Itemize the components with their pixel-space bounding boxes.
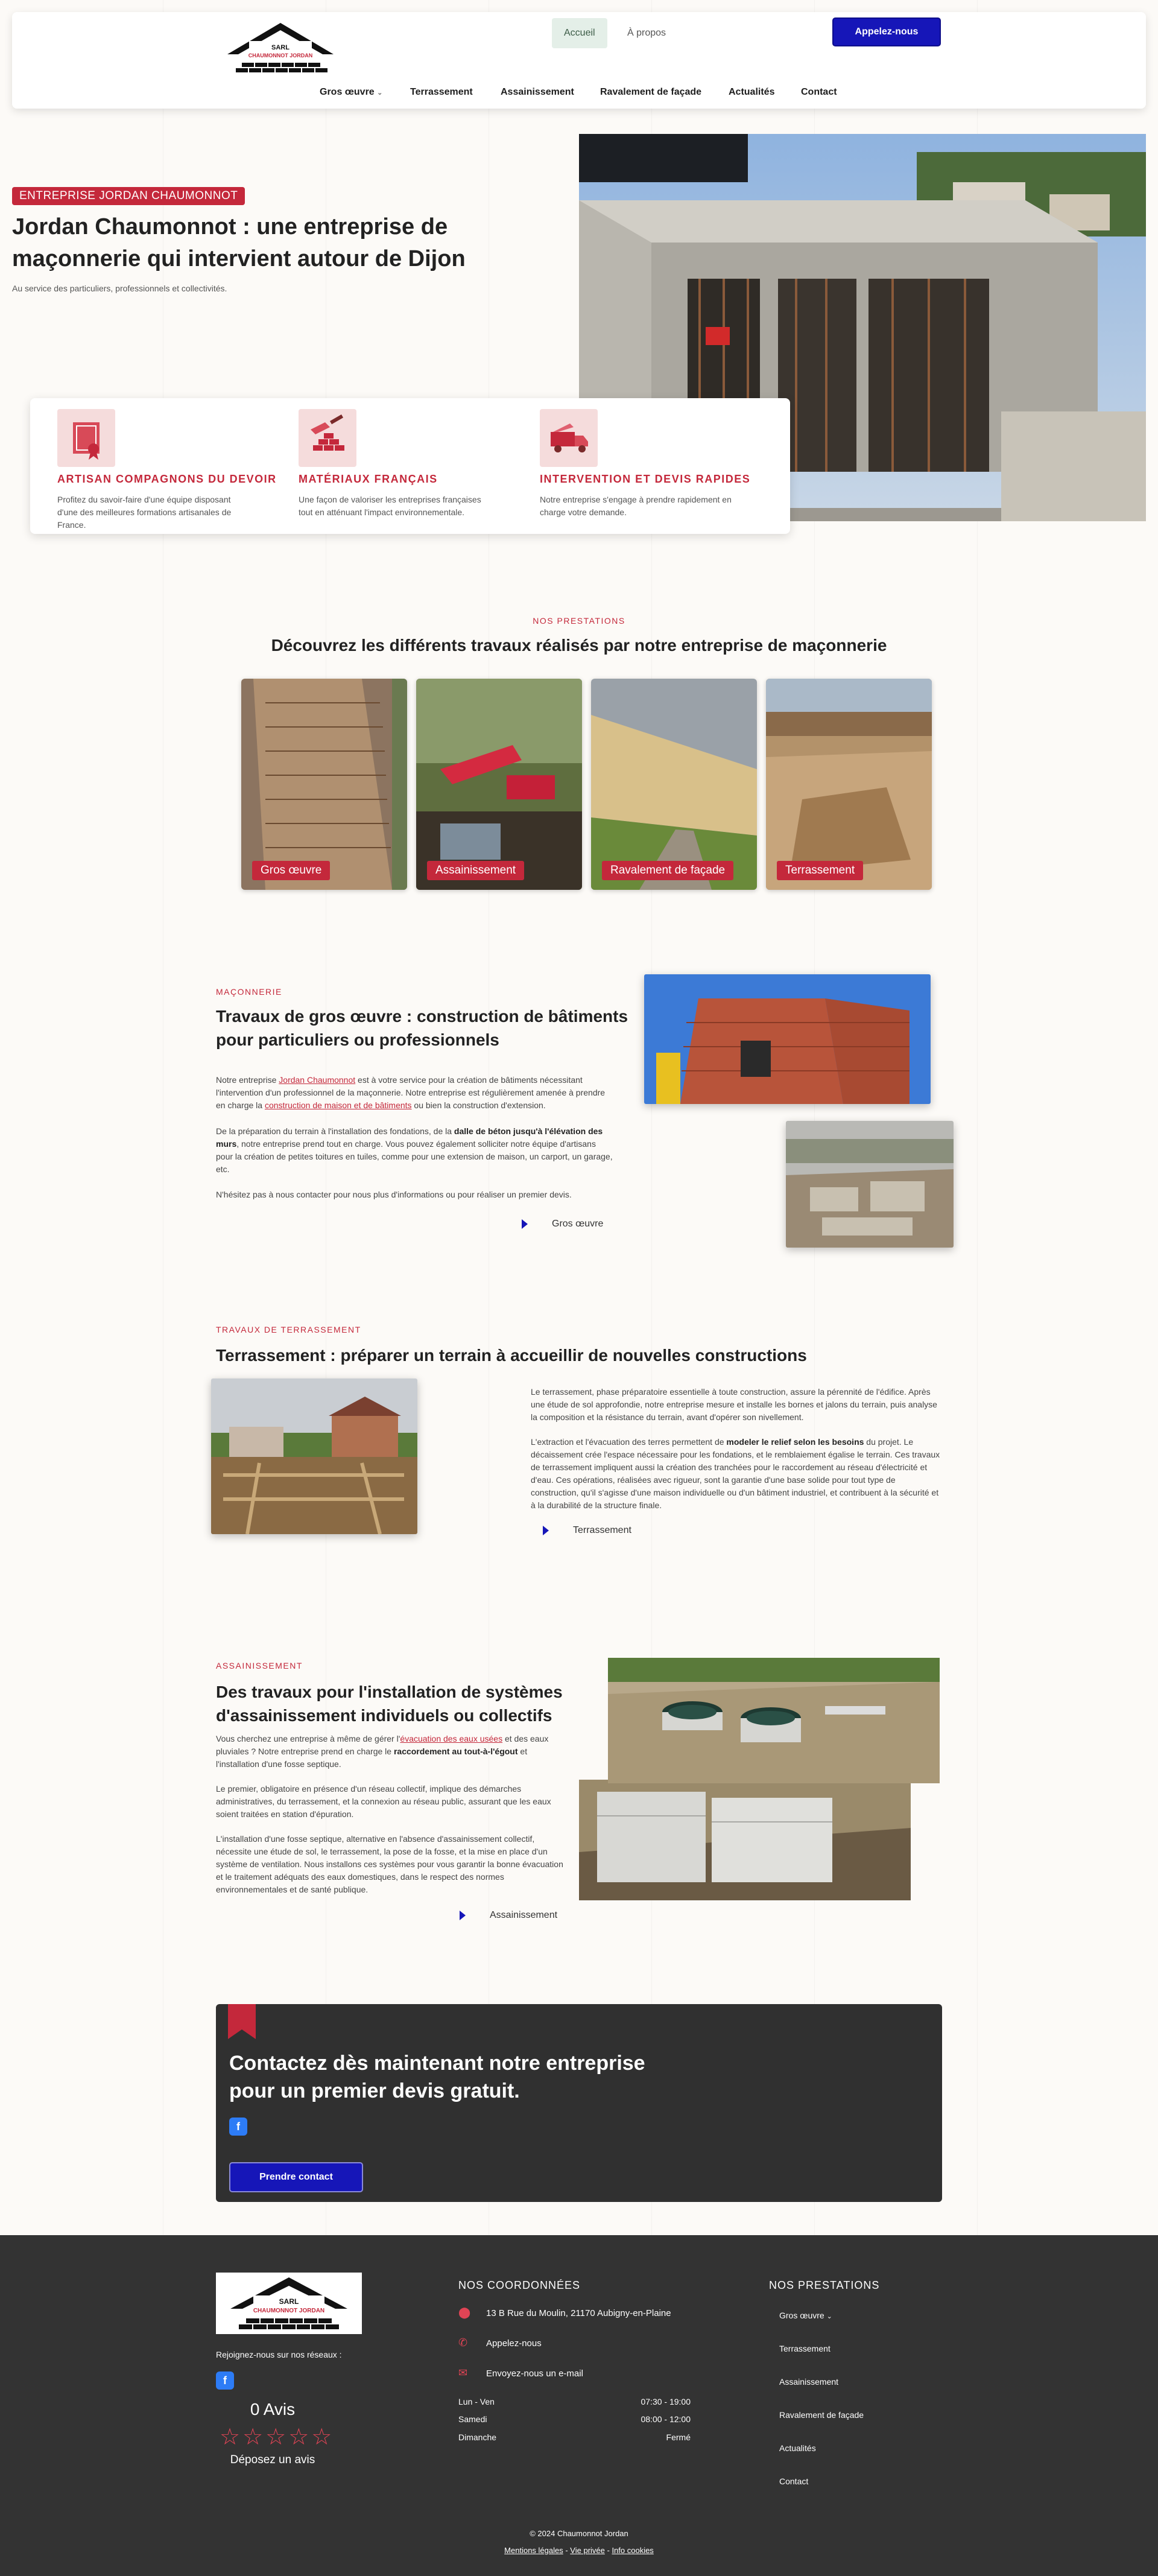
footer-email[interactable]: ✉ Envoyez-nous un e-mail [458,2367,583,2379]
nav-home[interactable]: Accueil [552,18,607,48]
feature-title: ARTISAN COMPAGNONS DU DEVOIR [57,473,277,485]
facebook-icon[interactable]: f [229,2118,247,2136]
svg-text:CHAUMONNOT JORDAN: CHAUMONNOT JORDAN [248,52,313,59]
footer-link-ravalement[interactable]: Ravalement de façade [779,2410,864,2420]
menu-terrassement[interactable]: Terrassement [410,87,473,97]
hero-badge: ENTREPRISE JORDAN CHAUMONNOT [12,187,245,205]
gros-oeuvre-photo-2 [786,1121,954,1248]
hero-title: Jordan Chaumonnot : une entreprise de maçonnerie qui intervient autour de Dijon [12,214,466,271]
terrassement-link[interactable]: Terrassement [543,1525,631,1536]
feature-text: Notre entreprise s'engage à prendre rapidement en charge votre demande. [540,495,732,517]
facebook-icon[interactable]: f [216,2371,234,2390]
hours-day: Dimanche [458,2432,497,2442]
hours-time: 08:00 - 12:00 [641,2414,691,2424]
rating-stars-icon[interactable]: ☆☆☆☆☆ [220,2425,335,2450]
privacy-link[interactable]: Vie privée [570,2546,605,2555]
terrassement-photo [211,1378,417,1534]
contact-cta-banner [216,2004,942,2202]
gros-oeuvre-kicker: MAÇONNERIE [216,987,282,997]
phone-icon: ✆ [458,2336,468,2349]
gros-oeuvre-title: Travaux de gros œuvre : construction de bâtiments pour particuliers ou professionnels [216,1007,628,1049]
assainissement-paragraph-1: Vous cherchez une entreprise à même de gérer l'évacuation des eaux usées et des eaux pluviales ? Notre entreprise prend en charge le raccordement au tout-à-l'égout et l'installation d'une fosse septique. [216,1734,549,1769]
footer-logo[interactable] [216,2273,362,2334]
footer-address: ⬤ 13 B Rue du Moulin, 21170 Aubigny-en-Plaine [458,2306,671,2318]
footer-link-terrassement[interactable]: Terrassement [779,2344,831,2353]
features-box [30,398,790,534]
footer-legal-links: Mentions légales - Vie privée - Info cookies [504,2546,654,2555]
feature-title: INTERVENTION ET DEVIS RAPIDES [540,473,751,485]
gros-oeuvre-paragraph-3: N'hésitez pas à nous contacter pour nous plus d'informations ou pour réaliser un premier devis. [216,1190,572,1199]
certificate-icon [57,409,115,467]
call-us-button[interactable]: Appelez-nous [832,17,941,46]
footer-link-assainissement[interactable]: Assainissement [779,2377,839,2387]
footer-link-gros-oeuvre[interactable]: Gros œuvre ⌄ [779,2311,832,2320]
play-arrow-icon [543,1526,549,1535]
service-card-assainissement[interactable] [416,679,582,890]
svg-text:SARL: SARL [279,2297,299,2306]
reviews-count: 0 Avis [250,2400,296,2419]
assainissement-photo-2 [579,1780,911,1900]
assainissement-paragraph-3: L'installation d'une fosse septique, alternative en l'absence d'assainissement collectif, nécessite une étude de sol, le terrassement, la pose de la fosse, et la mise en place d'un système de ventilation. Nous installons ces systèmes pour vous garantir la bonne évacuation et le traitement adéquats des eaux domestiques, dans le respect des normes environnementales et de santé publique. [216,1834,563,1894]
link-evacuation-eaux[interactable]: évacuation des eaux usées [400,1734,503,1743]
menu-actualites[interactable]: Actualités [729,87,775,97]
cta-title: Contactez dès maintenant notre entreprise pour un premier devis gratuit. [229,2052,645,2102]
footer-social-label: Rejoignez-nous sur nos réseaux : [216,2350,342,2359]
menu-ravalement[interactable]: Ravalement de façade [600,87,702,97]
terrassement-kicker: TRAVAUX DE TERRASSEMENT [216,1325,361,1334]
company-logo[interactable] [220,19,341,78]
menu-gros-oeuvre[interactable]: Gros œuvre ⌄ [320,87,383,97]
assainissement-link[interactable]: Assainissement [460,1910,557,1921]
service-card-terrassement[interactable] [766,679,932,890]
footer-link-contact[interactable]: Contact [779,2476,809,2486]
nav-about[interactable]: À propos [627,28,666,38]
card-label: Ravalement de façade [602,861,733,880]
assainissement-title: Des travaux pour l'installation de systèmes d'assainissement individuels ou collectifs [216,1683,563,1725]
link-jordan-chaumonnot[interactable]: Jordan Chaumonnot [279,1075,356,1085]
hours-time: Fermé [666,2432,691,2442]
service-card-ravalement[interactable] [591,679,757,890]
footer-copyright: © 2024 Chaumonnot Jordan [530,2529,628,2538]
play-arrow-icon [460,1911,466,1920]
hero-subtitle: Au service des particuliers, professionnels et collectivités. [12,284,227,293]
hours-day: Lun - Ven [458,2397,495,2406]
services-title: Découvrez les différents travaux réalisés par notre entreprise de maçonnerie [271,636,887,655]
assainissement-paragraph-2: Le premier, obligatoire en présence d'un réseau collectif, implique des démarches administratives, du terrassement, et la connexion au réseau public, assurant que les eaux soient traitées en station d'épuration. [216,1784,551,1819]
card-label: Gros œuvre [252,861,330,880]
footer-coords-title: NOS COORDONNÉES [458,2279,581,2291]
menu-assainissement[interactable]: Assainissement [501,87,574,97]
review-cta[interactable]: Déposez un avis [230,2454,315,2466]
contact-button[interactable]: Prendre contact [229,2162,363,2192]
feature-text: Une façon de valoriser les entreprises françaises tout en atténuant l'impact environnementale. [299,495,481,517]
map-marker-icon: ⬤ [458,2306,471,2318]
footer-phone[interactable]: ✆ Appelez-nous [458,2336,542,2349]
terrassement-title: Terrassement : préparer un terrain à accueillir de nouvelles constructions [216,1346,807,1365]
chevron-down-icon: ⌄ [826,2313,832,2320]
feature-title: MATÉRIAUX FRANÇAIS [299,473,438,485]
cookies-link[interactable]: Info cookies [612,2546,654,2555]
legal-mentions-link[interactable]: Mentions légales [504,2546,563,2555]
bookmark-ribbon-icon [228,2004,256,2039]
terrassement-paragraph-1: Le terrassement, phase préparatoire essentielle à toute construction, assure la pérennité de l'édifice. Après une étude de sol approfondie, notre entreprise mesure et installe les bornes et jalons du terrain, puis analyse la composition et la résistance du terrain, avant d'opérer son nivellement. [531,1387,937,1422]
feature-text: Profitez du savoir-faire d'une équipe disposant d'une des meilleures formations artisanales de France. [57,495,232,530]
gros-oeuvre-link[interactable]: Gros œuvre [522,1219,603,1229]
terrassement-paragraph-2: L'extraction et l'évacuation des terres permettent de modeler le relief selon les besoins du projet. Le décaissement crée l'espace nécessaire pour les fondations, et le remblaiement égalise le terrain. Ces travaux de terrassement impliquent aussi la création des tranchées pour le raccordement au réseau d'électricité et d'eau. Ces opérations, réalisées avec rigueur, sont la garantie d'une base solide pour tout type de construction, qu'il s'agisse d'une maison individuelle ou d'un bâtiment industriel, et contribuent à la sécurité et à la durabilité de la structure finale. [531,1437,940,1510]
link-construction-maison[interactable]: construction de maison et de bâtiments [264,1100,412,1110]
assainissement-kicker: ASSAINISSEMENT [216,1661,303,1670]
footer-link-actualites[interactable]: Actualités [779,2443,816,2453]
menu-contact[interactable]: Contact [801,87,837,97]
svg-text:SARL: SARL [271,44,290,51]
service-card-gros-oeuvre[interactable] [241,679,407,890]
truck-icon [540,409,598,467]
trowel-bricks-icon [299,409,356,467]
gros-oeuvre-photo-1 [644,974,931,1104]
site-footer [0,2235,1158,2576]
hours-day: Samedi [458,2414,487,2424]
assainissement-photo-1 [608,1658,940,1783]
gros-oeuvre-paragraph-2: De la préparation du terrain à l'installation des fondations, de la dalle de béton jusqu'à l'élévation des murs, notre entreprise prend tout en charge. Vous pouvez également solliciter notre équipe d'artisans pour la création de petites toitures en tuiles, comme pour une extension de maison, un carport, un garage, etc. [216,1126,613,1174]
services-kicker: NOS PRESTATIONS [533,616,625,626]
svg-text:CHAUMONNOT JORDAN: CHAUMONNOT JORDAN [253,2308,325,2314]
gros-oeuvre-paragraph-1: Notre entreprise Jordan Chaumonnot est à votre service pour la création de bâtiments nécessitant l'intervention d'un professionnel de la maçonnerie. Notre entreprise est régulièrement amenée à prendre en charge la construction de maison et de bâtiments ou bien la construction d'extension. [216,1075,606,1110]
site-header [12,12,1146,109]
hero-badge-wrap [12,187,245,205]
chevron-down-icon: ⌄ [377,89,383,97]
play-arrow-icon [522,1219,528,1229]
envelope-icon: ✉ [458,2367,468,2379]
card-label: Terrassement [777,861,863,880]
card-label: Assainissement [427,861,524,880]
hours-time: 07:30 - 19:00 [641,2397,691,2406]
footer-services-title: NOS PRESTATIONS [769,2279,880,2291]
